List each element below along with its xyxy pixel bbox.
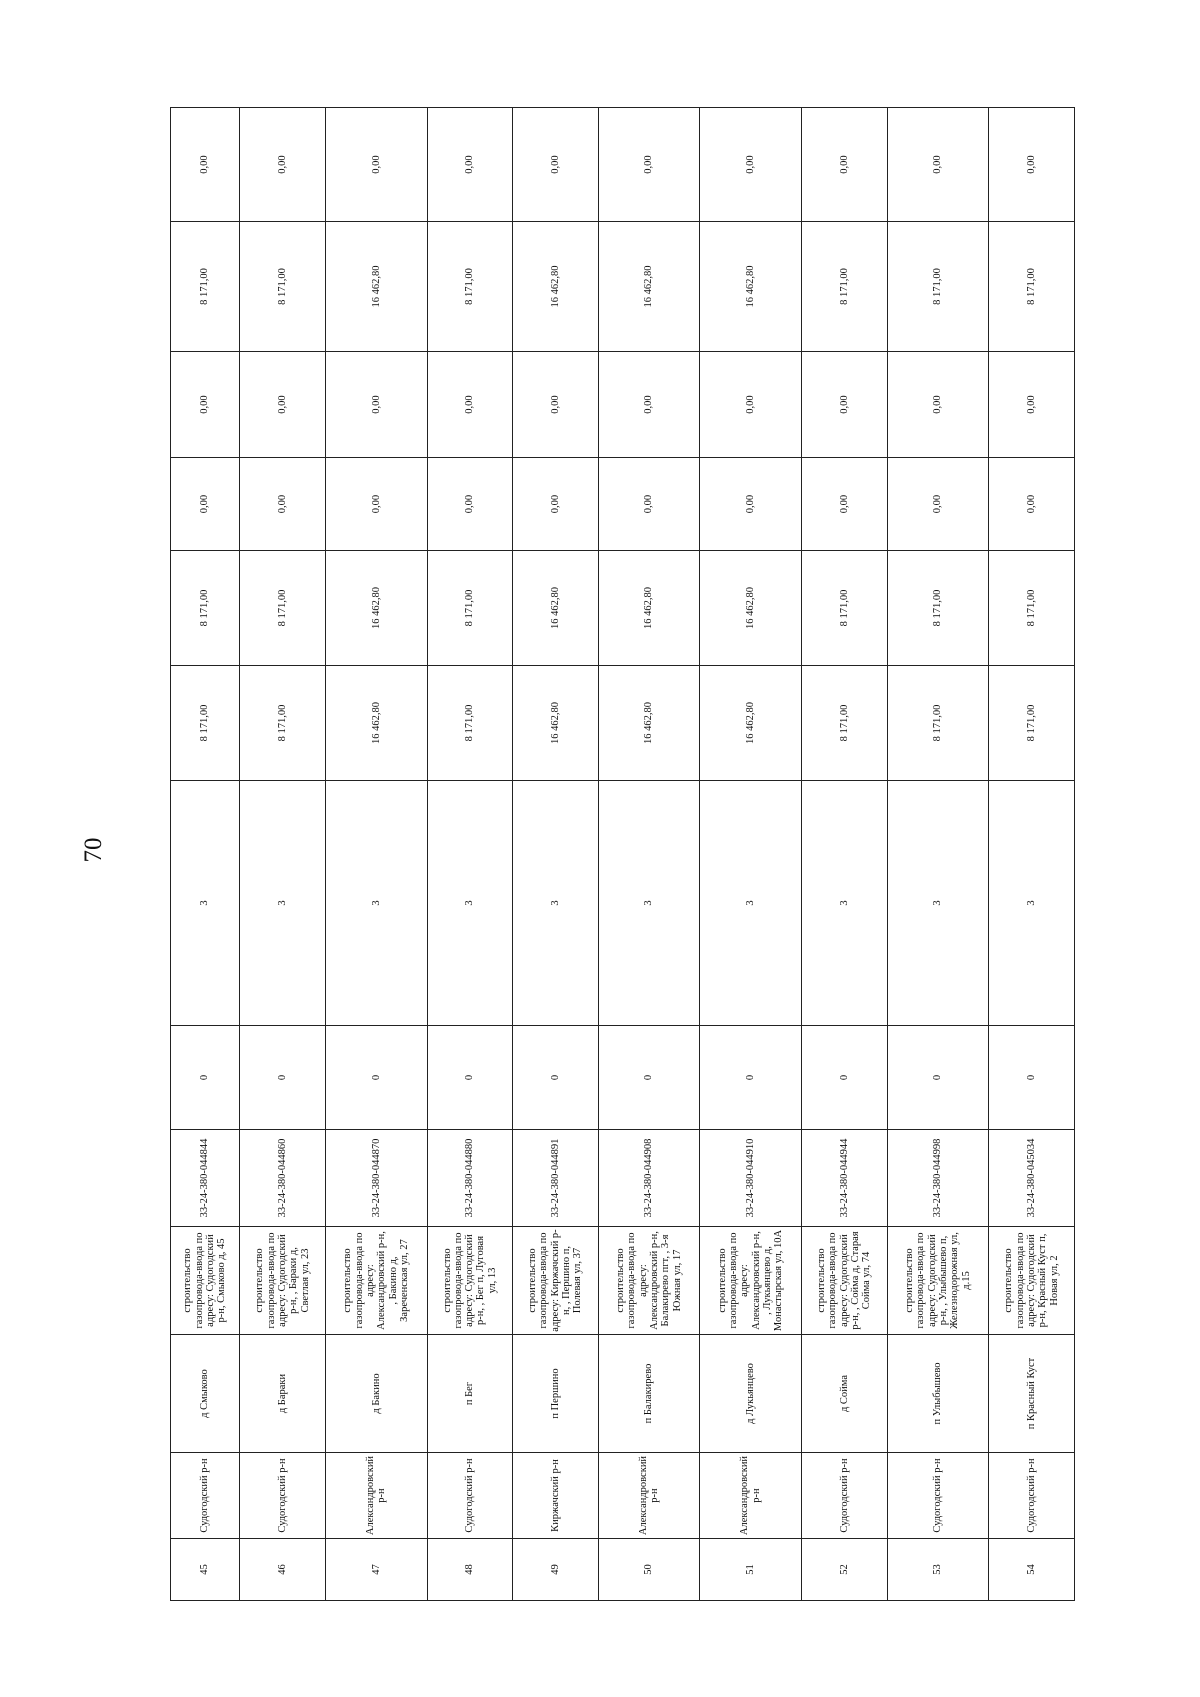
zero-amount-cell-1: 0,00 (598, 458, 700, 551)
amount-cell-1: 8 171,00 (887, 666, 989, 781)
amount-cell-3: 8 171,00 (171, 222, 240, 352)
district-cell: Судогодский р-н (171, 1453, 240, 1539)
zero-cell: 0 (887, 1026, 989, 1130)
zero-cell: 0 (240, 1026, 326, 1130)
district-cell: Судогодский р-н (240, 1453, 326, 1539)
amount-cell-1: 8 171,00 (171, 666, 240, 781)
amount-cell-1: 8 171,00 (989, 666, 1075, 781)
amount-cell-1: 8 171,00 (802, 666, 888, 781)
amount-cell-3: 8 171,00 (802, 222, 888, 352)
district-cell: Александровский р-н (700, 1453, 802, 1539)
district-cell: Судогодский р-н (427, 1453, 513, 1539)
table-row (989, 108, 1075, 1601)
description-cell: строительство газопровода-ввода по адресу: Александровский р-н, Балакирево пгт, , 3-я Южная ул, 17 (598, 1227, 700, 1335)
district-cell: Судогодский р-н (802, 1453, 888, 1539)
three-cell: 3 (598, 781, 700, 1026)
zero-amount-cell-2: 0,00 (427, 352, 513, 458)
amount-cell-1: 16 462,80 (513, 666, 599, 781)
amount-cell-3: 8 171,00 (427, 222, 513, 352)
amount-cell-1: 8 171,00 (427, 666, 513, 781)
district-cell: Александровский р-н (598, 1453, 700, 1539)
three-cell: 3 (171, 781, 240, 1026)
zero-amount-cell-3: 0,00 (171, 108, 240, 222)
zero-amount-cell-3: 0,00 (700, 108, 802, 222)
zero-cell: 0 (427, 1026, 513, 1130)
amount-cell-3: 16 462,80 (325, 222, 427, 352)
three-cell: 3 (240, 781, 326, 1026)
row-number: 48 (427, 1539, 513, 1601)
locality-cell: д Лукьянцево (700, 1335, 802, 1453)
description-cell: строительство газопровода-ввода по адресу: Судогодский р-н, , Бег п, Луговая ул, 13 (427, 1227, 513, 1335)
zero-amount-cell-2: 0,00 (802, 352, 888, 458)
table-row (802, 108, 888, 1601)
amount-cell-3: 16 462,80 (513, 222, 599, 352)
zero-amount-cell-1: 0,00 (887, 458, 989, 551)
zero-amount-cell-1: 0,00 (427, 458, 513, 551)
amount-cell-2: 8 171,00 (240, 551, 326, 666)
row-number: 53 (887, 1539, 989, 1601)
description-cell: строительство газопровода-ввода по адресу: Александровский р-н, , Бакино д, Зареченская ул, 27 (325, 1227, 427, 1335)
table-row (325, 108, 427, 1601)
amount-cell-1: 16 462,80 (700, 666, 802, 781)
three-cell: 3 (513, 781, 599, 1026)
cadastral-cell: 33-24-380-045034 (989, 1130, 1075, 1227)
locality-cell: д Смыково (171, 1335, 240, 1453)
district-cell: Киржачский р-н (513, 1453, 599, 1539)
locality-cell: п Першино (513, 1335, 599, 1453)
cadastral-cell: 33-24-380-044908 (598, 1130, 700, 1227)
locality-cell: д Бараки (240, 1335, 326, 1453)
zero-cell: 0 (802, 1026, 888, 1130)
zero-cell: 0 (513, 1026, 599, 1130)
table-body (171, 108, 1075, 1601)
description-cell: строительство газопровода-ввода по адресу: Судогодский р-н, , Улыбышево п, Железнодорожная ул, д.15 (887, 1227, 989, 1335)
three-cell: 3 (427, 781, 513, 1026)
description-cell: строительство газопровода-ввода по адресу: Судогодский р-н, Красный Куст п, Новая ул, 2 (989, 1227, 1075, 1335)
description-cell: строительство газопровода-ввода по адресу: Судогодский р-н, , Бараки д, Светлая ул, 23 (240, 1227, 326, 1335)
zero-cell: 0 (325, 1026, 427, 1130)
amount-cell-3: 8 171,00 (887, 222, 989, 352)
description-cell: строительство газопровода-ввода по адресу: Судогодский р-н, Смыково д, 45 (171, 1227, 240, 1335)
zero-cell: 0 (598, 1026, 700, 1130)
zero-amount-cell-2: 0,00 (240, 352, 326, 458)
locality-cell: п Балакирево (598, 1335, 700, 1453)
table-row (171, 108, 240, 1601)
zero-amount-cell-2: 0,00 (989, 352, 1075, 458)
locality-cell: д Сойма (802, 1335, 888, 1453)
cadastral-cell: 33-24-380-044998 (887, 1130, 989, 1227)
amount-cell-1: 8 171,00 (240, 666, 326, 781)
description-cell: строительство газопровода-ввода по адресу: Александровский р-н, , Лукьянцево д, Монастырская ул, 10А (700, 1227, 802, 1335)
zero-amount-cell-3: 0,00 (427, 108, 513, 222)
amount-cell-2: 8 171,00 (989, 551, 1075, 666)
row-number: 54 (989, 1539, 1075, 1601)
data-table (170, 107, 1075, 1601)
description-cell: строительство газопровода-ввода по адресу: Судогодский р-н, , Сойма д, Старая Сойма ул, 74 (802, 1227, 888, 1335)
table-row (700, 108, 802, 1601)
locality-cell: п Улыбышево (887, 1335, 989, 1453)
three-cell: 3 (802, 781, 888, 1026)
zero-amount-cell-2: 0,00 (513, 352, 599, 458)
zero-amount-cell-1: 0,00 (513, 458, 599, 551)
zero-cell: 0 (989, 1026, 1075, 1130)
table-row (513, 108, 599, 1601)
locality-cell: п Красный Куст (989, 1335, 1075, 1453)
zero-amount-cell-3: 0,00 (989, 108, 1075, 222)
table-row (427, 108, 513, 1601)
amount-cell-2: 16 462,80 (700, 551, 802, 666)
table-row (240, 108, 326, 1601)
amount-cell-3: 8 171,00 (989, 222, 1075, 352)
three-cell: 3 (887, 781, 989, 1026)
amount-cell-2: 8 171,00 (802, 551, 888, 666)
cadastral-cell: 33-24-380-044891 (513, 1130, 599, 1227)
cadastral-cell: 33-24-380-044860 (240, 1130, 326, 1227)
zero-amount-cell-3: 0,00 (240, 108, 326, 222)
zero-amount-cell-1: 0,00 (802, 458, 888, 551)
row-number: 49 (513, 1539, 599, 1601)
amount-cell-2: 8 171,00 (427, 551, 513, 666)
amount-cell-2: 8 171,00 (171, 551, 240, 666)
row-number: 46 (240, 1539, 326, 1601)
zero-amount-cell-3: 0,00 (598, 108, 700, 222)
description-cell: строительство газопровода-ввода по адресу: Киржачский р-н, , Першино п, Полевая ул, 37 (513, 1227, 599, 1335)
locality-cell: п Бег (427, 1335, 513, 1453)
amount-cell-3: 8 171,00 (240, 222, 326, 352)
cadastral-cell: 33-24-380-044944 (802, 1130, 888, 1227)
row-number: 52 (802, 1539, 888, 1601)
district-cell: Александровский р-н (325, 1453, 427, 1539)
amount-cell-2: 16 462,80 (325, 551, 427, 666)
table-row (598, 108, 700, 1601)
zero-cell: 0 (171, 1026, 240, 1130)
three-cell: 3 (700, 781, 802, 1026)
row-number: 50 (598, 1539, 700, 1601)
district-cell: Судогодский р-н (989, 1453, 1075, 1539)
zero-amount-cell-3: 0,00 (513, 108, 599, 222)
cadastral-cell: 33-24-380-044844 (171, 1130, 240, 1227)
amount-cell-3: 16 462,80 (598, 222, 700, 352)
table-container (170, 108, 1075, 1601)
zero-amount-cell-2: 0,00 (171, 352, 240, 458)
cadastral-cell: 33-24-380-044910 (700, 1130, 802, 1227)
zero-amount-cell-2: 0,00 (598, 352, 700, 458)
zero-amount-cell-2: 0,00 (887, 352, 989, 458)
zero-amount-cell-1: 0,00 (989, 458, 1075, 551)
three-cell: 3 (989, 781, 1075, 1026)
cadastral-cell: 33-24-380-044880 (427, 1130, 513, 1227)
cadastral-cell: 33-24-380-044870 (325, 1130, 427, 1227)
zero-amount-cell-1: 0,00 (171, 458, 240, 551)
amount-cell-2: 16 462,80 (513, 551, 599, 666)
zero-amount-cell-1: 0,00 (240, 458, 326, 551)
three-cell: 3 (325, 781, 427, 1026)
zero-amount-cell-1: 0,00 (700, 458, 802, 551)
amount-cell-3: 16 462,80 (700, 222, 802, 352)
zero-cell: 0 (700, 1026, 802, 1130)
row-number: 47 (325, 1539, 427, 1601)
zero-amount-cell-2: 0,00 (700, 352, 802, 458)
zero-amount-cell-1: 0,00 (325, 458, 427, 551)
zero-amount-cell-3: 0,00 (802, 108, 888, 222)
table-row (887, 108, 989, 1601)
zero-amount-cell-3: 0,00 (887, 108, 989, 222)
row-number: 45 (171, 1539, 240, 1601)
page-number: 70 (80, 837, 107, 863)
zero-amount-cell-3: 0,00 (325, 108, 427, 222)
amount-cell-1: 16 462,80 (598, 666, 700, 781)
zero-amount-cell-2: 0,00 (325, 352, 427, 458)
amount-cell-2: 16 462,80 (598, 551, 700, 666)
amount-cell-1: 16 462,80 (325, 666, 427, 781)
locality-cell: д Бакино (325, 1335, 427, 1453)
row-number: 51 (700, 1539, 802, 1601)
district-cell: Судогодский р-н (887, 1453, 989, 1539)
amount-cell-2: 8 171,00 (887, 551, 989, 666)
